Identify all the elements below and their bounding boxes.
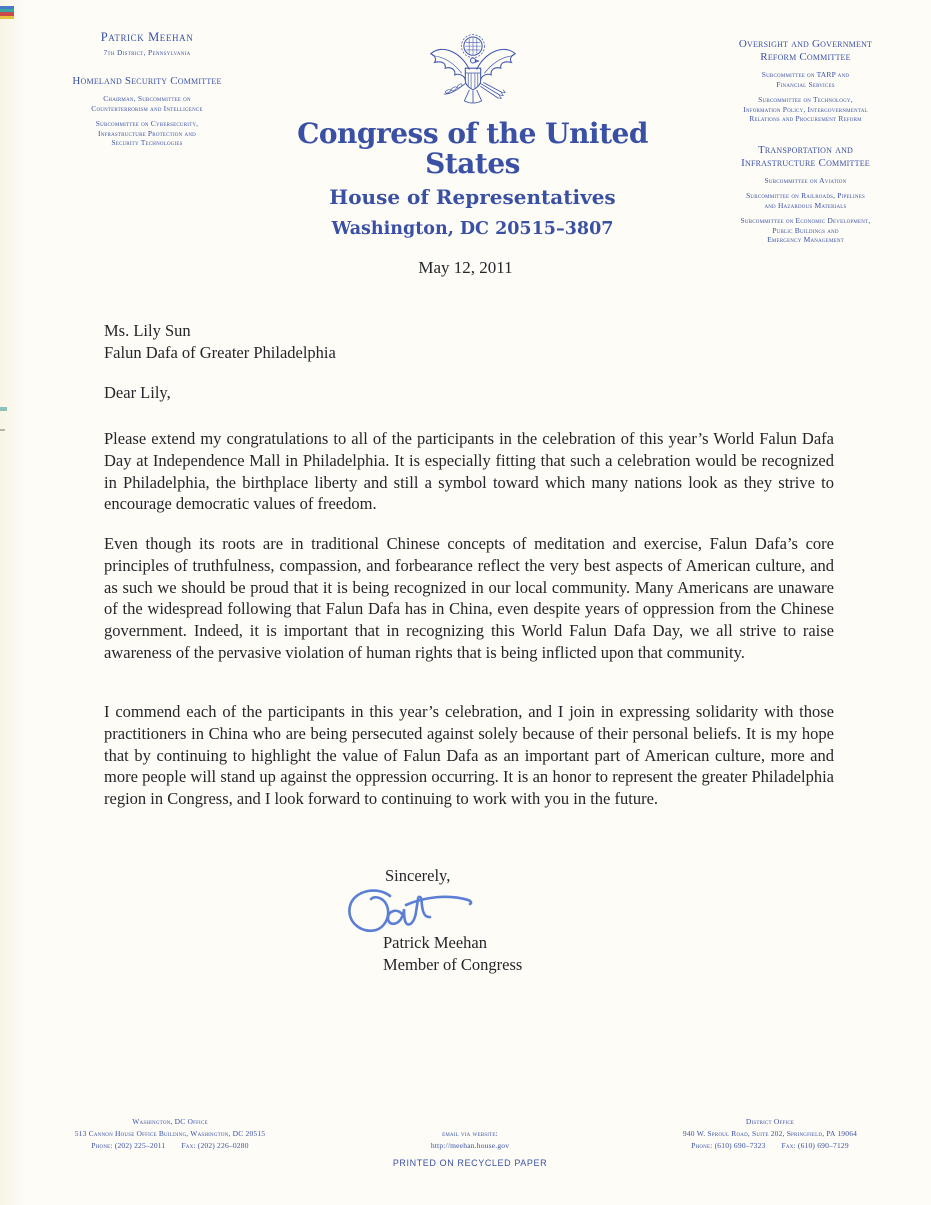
subcommittee-line: Infrastructure Protection and [98,128,196,138]
subcommittee-line: Public Buildings and [772,225,839,235]
footer-website-url: http://meehan.house.gov [430,1141,510,1150]
subcommittee-cybersecurity [40,119,254,148]
letterhead-left-column [40,30,254,148]
member-name: Patrick Meehan [100,30,194,44]
subcommittee-line: Subcommittee on Railroads, Pipelines [746,191,865,200]
body-paragraph-3: I commend each of the participants in this year’s celebration, and I join in expressing solidarity with those practitioners in China who are being persecuted against solely because of their personal beliefs. It is my hope that by continuing to highlight the value of Falun Dafa as an important part of American culture, more and more people will stand up against the oppression occurring. It is an honor to represent the greater Philadelphia region in Congress, and I look forward to continuing to work with you in the future. [104,702,834,809]
committee-title-oversight [680,38,931,64]
committee-title-line: Transportation and [757,143,854,156]
signer-name: Patrick Meehan [383,933,488,952]
footer-office-title: Washington, DC Office [132,1117,208,1126]
scan-edge-tick [0,429,5,431]
committee-title-homeland-security: Homeland Security Committee [72,75,222,87]
subcommittee-line: Subcommittee on TARP and [761,70,850,79]
committee-title-line: Reform Committee [760,51,851,63]
subcommittee-tarp [680,70,931,89]
footer-recycled-notice: PRINTED ON RECYCLED PAPER [392,1158,548,1168]
subcommittee-line: Counterterrorism and Intelligence [91,103,203,113]
subcommittee-technology [680,95,931,124]
subcommittee-line: Subcommittee on Cybersecurity, [95,119,199,128]
footer-web-block [330,1128,610,1152]
subcommittee-line: and Hazardous Materials [764,200,847,210]
footer-office-fax: Fax: (202) 226–0280 [181,1141,249,1150]
closing-sincerely: Sincerely, [385,866,451,885]
subcommittee-line: Subcommittee on Economic Development, [740,216,871,225]
subcommittee-line: Relations and Procurement Reform [749,114,862,123]
footer-office-fax: Fax: (610) 690–7129 [781,1141,849,1150]
subcommittee-line: Chairman, Subcommittee on [103,94,191,103]
house-headline: House of Representatives [329,185,616,209]
congress-headline: Congress of the United States [297,117,648,180]
subcommittee-aviation [680,176,931,186]
member-district: 7th District, Pennsylvania [103,48,191,57]
footer-office-phone: Phone: (202) 225–2011 [91,1141,166,1150]
subcommittee-counterterrorism [40,94,254,113]
subcommittee-line: Subcommittee on Aviation [764,175,847,185]
footer-district-office [625,1116,915,1152]
handwritten-signature [344,884,482,940]
subcommittee-line: Information Policy, Intergovernmental [743,104,868,114]
committee-title-transportation [680,144,931,170]
subcommittee-line: Security Technologies [111,138,183,147]
body-paragraph-2: Even though its roots are in traditional Chinese concepts of meditation and exercise, Falun Dafa’s core principles of truthfulness, compassion, and forbearance reflect the very best aspects of American culture, and as such we should be proud that it is being recognized in our local community. Many Americans are unaware of the widespread following that Falun Dafa has in China, even despite years of oppression from the Chinese government. Indeed, it is important that in recognizing this World Falun Dafa Day, we all strive to raise awareness of the pervasive violation of human rights that is being inflicted upon that community. [104,534,834,662]
recipient-name: Ms. Lily Sun [104,321,191,340]
letterhead-center [285,33,660,239]
subcommittee-line: Financial Services [776,79,835,89]
salutation: Dear Lily, [104,383,171,402]
committee-title-line: Infrastructure Committee [741,156,870,169]
letterhead-right-column [680,38,931,245]
signer-title: Member of Congress [383,955,523,974]
scan-edge-smudge [0,407,7,411]
footer-office-address: 513 Cannon House Office Building, Washington, DC 20515 [74,1129,266,1138]
great-seal-eagle-icon [425,33,521,113]
subcommittee-economic-development [680,216,931,245]
body-paragraph-1: Please extend my congratulations to all of the participants in the celebration of this year’s World Falun Dafa Day at Independence Mall in Philadelphia. It is especially fitting that such a celebration would be recognized in Philadelphia, the birthplace liberty and still a symbol toward which many nations look as they strive to encourage democratic values of freedom. [104,429,834,514]
recipient-block [104,320,336,363]
subcommittee-line: Subcommittee on Technology, [758,95,853,104]
recipient-organization: Falun Dafa of Greater Philadelphia [104,342,336,362]
committee-title-line: Oversight and Government [738,38,873,50]
scanner-color-artifact [0,6,14,19]
subcommittee-line: Emergency Management [767,235,844,244]
footer-office-address: 940 W. Sproul Road, Suite 202, Springfield, PA 19064 [682,1129,858,1138]
footer-email-label: email via website: [442,1129,498,1138]
footer-office-phone: Phone: (610) 690–7323 [691,1141,766,1150]
footer-washington-office [30,1116,310,1152]
footer-office-title: District Office [745,1117,795,1126]
washington-address-line: Washington, DC 20515–3807 [331,219,614,239]
subcommittee-railroads [680,191,931,210]
letter-date: May 12, 2011 [418,258,513,277]
